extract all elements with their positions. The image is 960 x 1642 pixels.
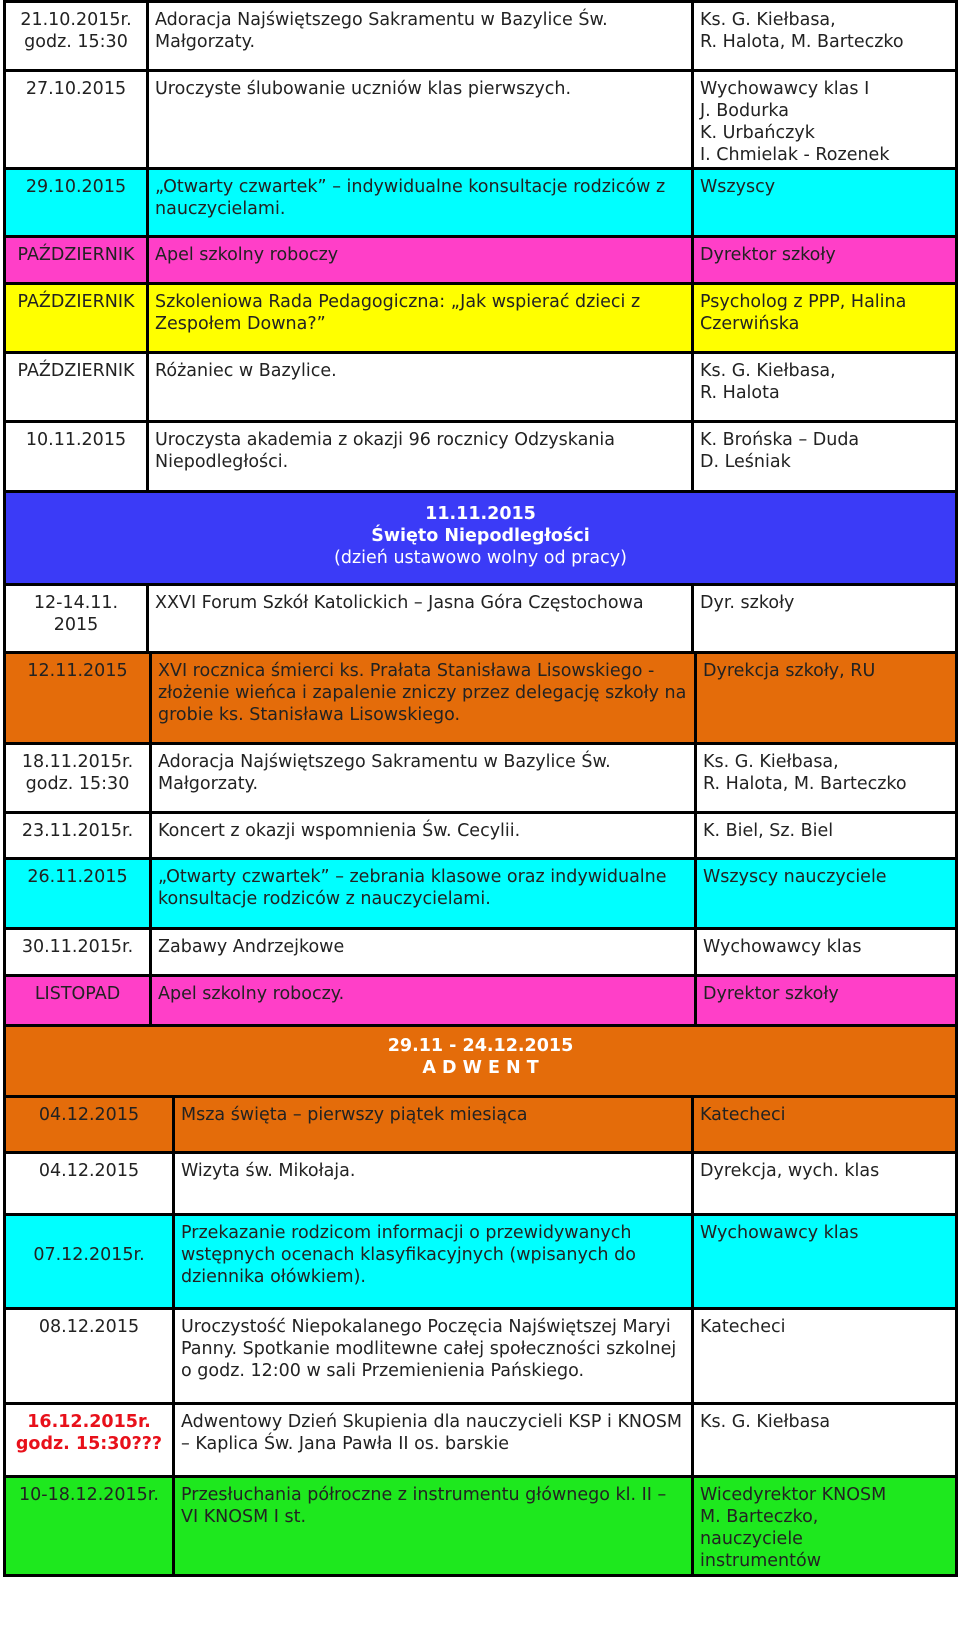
- date-cell: 12-14.11. 2015: [33, 593, 119, 635]
- responsible-cell: Katecheci: [691, 1098, 955, 1151]
- event-cell: Wizyta św. Mikołaja.: [172, 1154, 691, 1213]
- event-cell: Uroczystość Niepokalanego Poczęcia Najświętszej Maryi Panny. Spotkanie modlitewne całej społeczności szkolnej o godz. 12:00 w sali Przemienienia Pańskiego.: [172, 1310, 691, 1402]
- responsible-cell: Wychowawcy klas: [691, 1216, 955, 1307]
- table-row: [3, 977, 958, 1027]
- responsible-cell: Psycholog z PPP, Halina Czerwińska: [691, 285, 955, 351]
- event-cell: Szkoleniowa Rada Pedagogiczna: „Jak wspierać dzieci z Zespołem Downa?”: [146, 285, 691, 351]
- event-cell: Adoracja Najświętszego Sakramentu w Bazylice Św. Małgorzaty.: [146, 3, 691, 69]
- date-cell: 04.12.2015: [38, 1161, 140, 1181]
- table-row: [3, 285, 958, 354]
- table-row: [3, 1405, 958, 1478]
- event-cell: Przesłuchania półroczne z instrumentu głównego kl. II – VI KNOSM I st.: [172, 1478, 691, 1574]
- schedule-table: [3, 0, 958, 1577]
- date-cell: LISTOPAD: [34, 984, 121, 1004]
- responsible-cell: Dyr. szkoły: [691, 586, 955, 651]
- table-row: [3, 72, 958, 170]
- responsible-cell: Wychowawcy klas I J. Bodurka K. Urbańczyk I. Chmielak - Rozenek: [691, 72, 955, 167]
- responsible-cell: Dyrektor szkoły: [691, 238, 955, 282]
- event-cell: „Otwarty czwartek” – zebrania klasowe oraz indywidualne konsultacje rodziców z nauczycielami.: [149, 860, 694, 927]
- responsible-cell: K. Biel, Sz. Biel: [694, 814, 955, 857]
- date-cell: 26.11.2015: [27, 867, 128, 887]
- date-cell: 27.10.2015: [25, 79, 127, 99]
- event-cell: Różaniec w Bazylice.: [146, 354, 691, 420]
- table-row: [3, 1154, 958, 1216]
- date-cell: 30.11.2015r.: [21, 937, 134, 957]
- responsible-cell: Dyrektor szkoły: [694, 977, 955, 1024]
- event-cell: Przekazanie rodzicom informacji o przewidywanych wstępnych ocenach klasyfikacyjnych (wpisanych do dziennika ołówkiem).: [172, 1216, 691, 1307]
- event-cell: Zabawy Andrzejkowe: [149, 930, 694, 974]
- responsible-cell: Ks. G. Kiełbasa, R. Halota: [691, 354, 955, 420]
- event-cell: Adwentowy Dzień Skupienia dla nauczycieli KSP i KNOSM – Kaplica Św. Jana Pawła II os. barskie: [172, 1405, 691, 1475]
- banner-title: Święto Niepodległości: [371, 526, 590, 546]
- responsible-cell: Wychowawcy klas: [694, 930, 955, 974]
- date-cell: PAŹDZIERNIK: [17, 245, 135, 265]
- table-row: [3, 354, 958, 423]
- date-cell: 16.12.2015r. godz. 15:30???: [15, 1412, 163, 1454]
- responsible-cell: Dyrekcja, wych. klas: [691, 1154, 955, 1213]
- banner-date: 11.11.2015: [425, 504, 536, 524]
- responsible-cell: Wicedyrektor KNOSM M. Barteczko, nauczyciele instrumentów: [691, 1478, 955, 1574]
- table-row: [3, 423, 958, 493]
- responsible-cell: Ks. G. Kiełbasa: [691, 1405, 955, 1475]
- table-row: [3, 1310, 958, 1405]
- responsible-cell: Wszyscy nauczyciele: [694, 860, 955, 927]
- banner-note: (dzień ustawowo wolny od pracy): [334, 548, 627, 568]
- table-row: [3, 238, 958, 285]
- event-cell: Uroczysta akademia z okazji 96 rocznicy Odzyskania Niepodległości.: [146, 423, 691, 490]
- table-row: [3, 1216, 958, 1310]
- banner-title: A D W E N T: [422, 1058, 539, 1078]
- event-cell: Apel szkolny roboczy: [146, 238, 691, 282]
- date-cell: 04.12.2015: [38, 1105, 140, 1125]
- table-row: [3, 860, 958, 930]
- banner-date: 29.11 - 24.12.2015: [387, 1036, 574, 1056]
- date-cell: 18.11.2015r. godz. 15:30: [21, 752, 134, 794]
- responsible-cell: Dyrekcja szkoły, RU: [694, 654, 955, 742]
- event-cell: Msza święta – pierwszy piątek miesiąca: [172, 1098, 691, 1151]
- date-cell: 23.11.2015r.: [21, 821, 134, 841]
- date-cell: 12.11.2015: [27, 661, 128, 681]
- event-cell: Adoracja Najświętszego Sakramentu w Bazylice Św. Małgorzaty.: [149, 745, 694, 811]
- table-row: [3, 745, 958, 814]
- table-row: [3, 170, 958, 238]
- table-row: [3, 654, 958, 745]
- date-cell: 21.10.2015r. godz. 15:30: [20, 10, 132, 52]
- table-row: [3, 1098, 958, 1154]
- date-cell: PAŹDZIERNIK: [17, 292, 135, 312]
- holiday-banner: [3, 493, 958, 586]
- event-cell: Uroczyste ślubowanie uczniów klas pierwszych.: [146, 72, 691, 167]
- table-row: [3, 0, 958, 72]
- date-cell: 08.12.2015: [38, 1317, 140, 1337]
- date-cell: 07.12.2015r.: [33, 1245, 145, 1265]
- date-cell: 10-18.12.2015r.: [19, 1485, 159, 1505]
- date-cell: PAŹDZIERNIK: [17, 361, 135, 381]
- responsible-cell: Wszyscy: [691, 170, 955, 235]
- responsible-cell: Katecheci: [691, 1310, 955, 1402]
- table-row: [3, 586, 958, 654]
- advent-banner: [3, 1027, 958, 1098]
- event-cell: Koncert z okazji wspomnienia Św. Cecylii.: [149, 814, 694, 857]
- date-cell: 29.10.2015: [25, 177, 127, 197]
- event-cell: XVI rocznica śmierci ks. Prałata Stanisława Lisowskiego - złożenie wieńca i zapalenie zniczy przez delegację szkoły na grobie ks. Stanisława Lisowskiego.: [149, 654, 694, 742]
- responsible-cell: Ks. G. Kiełbasa, R. Halota, M. Barteczko: [691, 3, 955, 69]
- table-row: [3, 1478, 958, 1577]
- date-cell: 10.11.2015: [25, 430, 127, 450]
- table-row: [3, 814, 958, 860]
- responsible-cell: K. Brońska – Duda D. Leśniak: [691, 423, 955, 490]
- table-row: [3, 930, 958, 977]
- responsible-cell: Ks. G. Kiełbasa, R. Halota, M. Barteczko: [694, 745, 955, 811]
- event-cell: „Otwarty czwartek” – indywidualne konsultacje rodziców z nauczycielami.: [146, 170, 691, 235]
- event-cell: Apel szkolny roboczy.: [149, 977, 694, 1024]
- event-cell: XXVI Forum Szkół Katolickich – Jasna Góra Częstochowa: [146, 586, 691, 651]
